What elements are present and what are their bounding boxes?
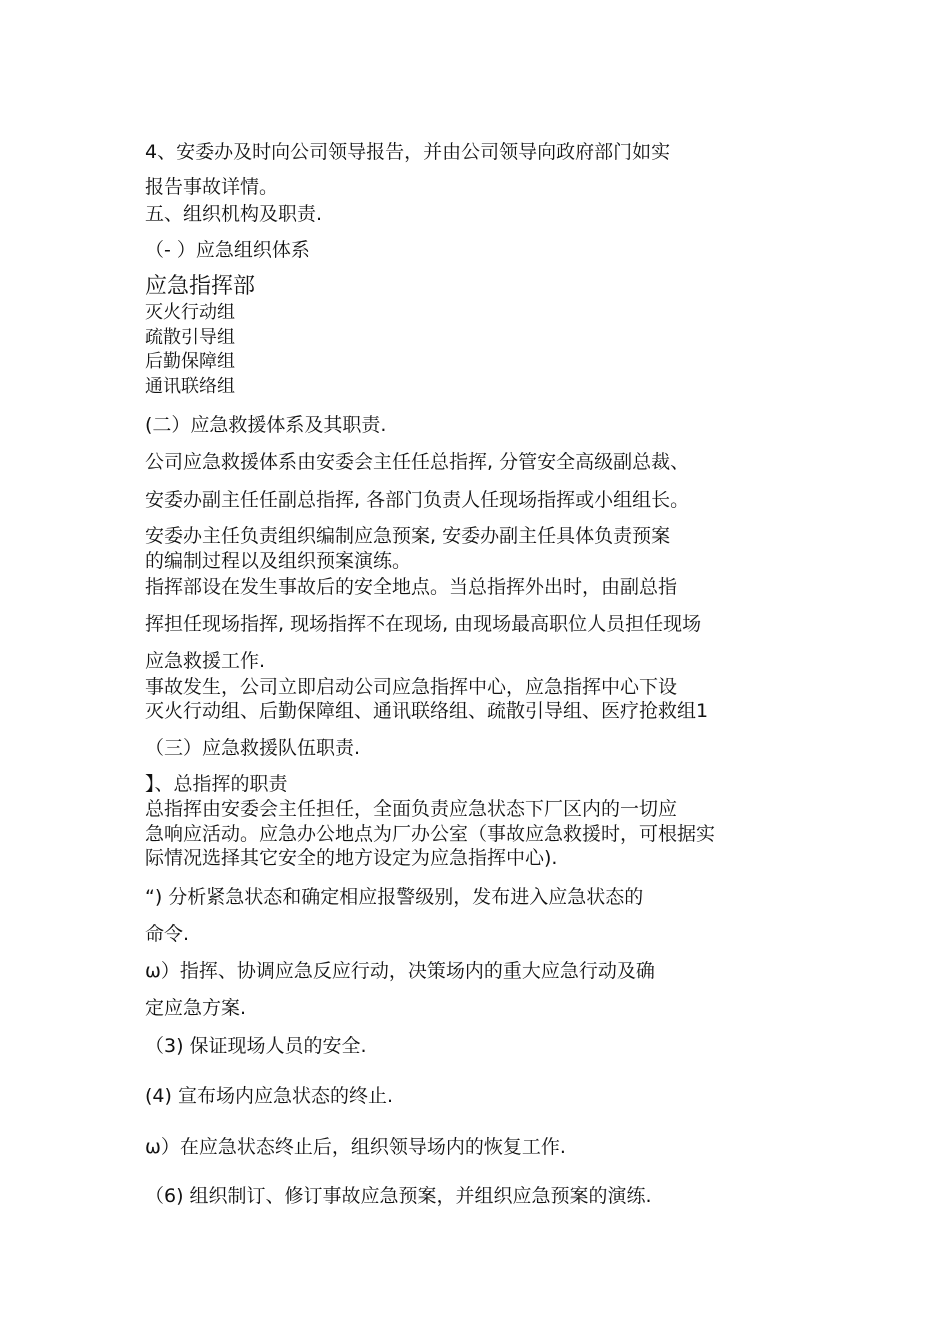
org-item-communication: 通讯联络组: [145, 376, 235, 397]
org-item-logistics: 后勤保障组: [145, 351, 235, 372]
org-item-evacuation: 疏散引导组: [145, 327, 235, 348]
duty-item-4: (4) 宣布场内应急状态的终止.: [145, 1085, 393, 1107]
text-line-report-to-leaders: 4、安委办及时向公司领导报告，并由公司领导向政府部门如实: [145, 141, 671, 163]
paragraph-line: 事故发生，公司立即启动公司应急指挥中心，应急指挥中心下设: [145, 676, 678, 698]
paragraph-line: 际情况选择其它安全的地方设定为应急指挥中心).: [145, 847, 558, 869]
paragraph-line: 应急救援工作.: [145, 650, 266, 672]
subsection-heading-rescue-system: (二）应急救援体系及其职责.: [145, 414, 387, 436]
paragraph-line: 急响应活动。应急办公地点为厂办公室（事故应急救援时，可根据实: [145, 823, 716, 845]
item-heading-commander-duties: 】、总指挥的职责: [145, 773, 288, 795]
duty-item-1: “) 分析紧急状态和确定相应报警级别，发布进入应急状态的: [145, 886, 644, 908]
subsection-heading-rescue-team: （三）应急救援队伍职责.: [145, 737, 361, 759]
duty-item-6: （6) 组织制订、修订事故应急预案，并组织应急预案的演练.: [145, 1185, 652, 1207]
subsection-heading-emergency-org: （- ）应急组织体系: [145, 239, 310, 261]
paragraph-line: 安委办副主任任副总指挥, 各部门负责人任现场指挥或小组组长。: [145, 489, 690, 511]
paragraph-line: 灭火行动组、后勤保障组、通讯联络组、疏散引导组、医疗抢救组1: [145, 700, 709, 722]
duty-item-3: （3) 保证现场人员的安全.: [145, 1035, 367, 1057]
paragraph-line: 总指挥由安委会主任担任，全面负责应急状态下厂区内的一切应: [145, 798, 678, 820]
duty-item-5: ω）在应急状态终止后，组织领导场内的恢复工作.: [145, 1136, 566, 1158]
duty-item-1-cont: 命令.: [145, 923, 190, 945]
section-heading-organization: 五、组织机构及职责.: [145, 203, 323, 225]
paragraph-line: 的编制过程以及组织预案演练。: [145, 550, 412, 572]
org-item-command: 应急指挥部: [145, 274, 256, 299]
paragraph-line: 安委办主任负责组织编制应急预案, 安委办副主任具体负责预案: [145, 525, 671, 547]
duty-item-2-cont: 定应急方案.: [145, 997, 247, 1019]
text-line-report-details: 报告事故详情。: [145, 176, 279, 198]
paragraph-line: 挥担任现场指挥, 现场指挥不在现场, 由现场最高职位人员担任现场: [145, 613, 702, 635]
org-item-firefighting: 灭火行动组: [145, 302, 235, 323]
paragraph-line: 指挥部设在发生事故后的安全地点。当总指挥外出时，由副总指: [145, 576, 678, 598]
paragraph-line: 公司应急救援体系由安委会主任任总指挥, 分管安全高级副总裁、: [145, 451, 690, 473]
duty-item-2: ω）指挥、协调应急反应行动，决策场内的重大应急行动及确: [145, 960, 655, 982]
